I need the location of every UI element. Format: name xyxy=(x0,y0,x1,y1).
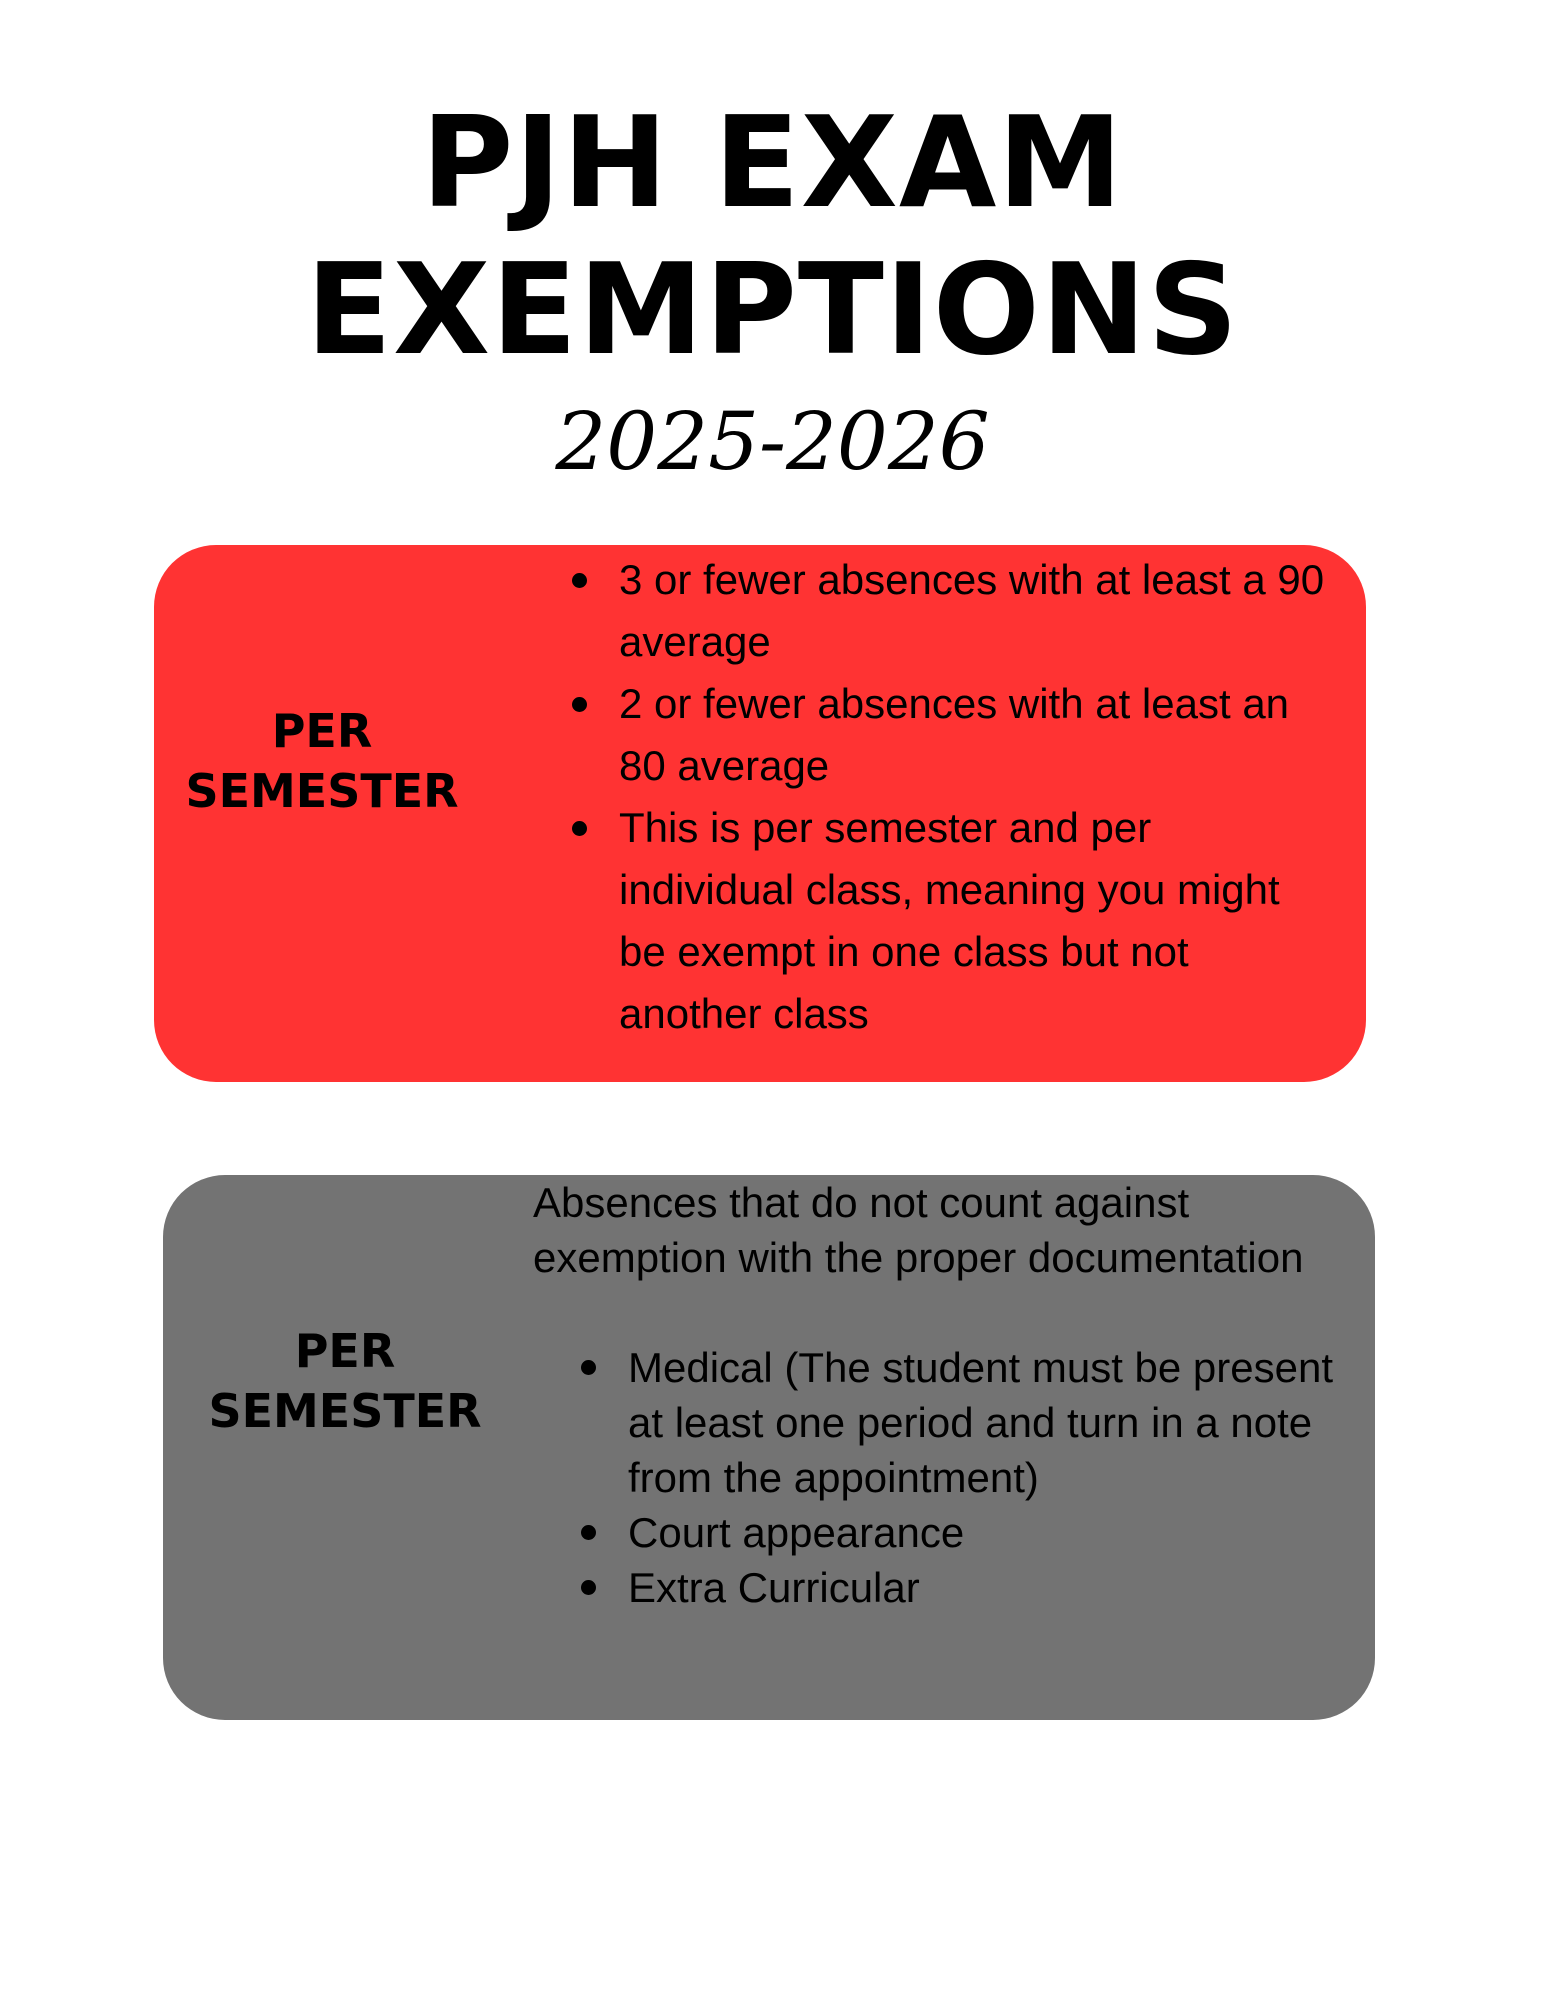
excused-absences-list xyxy=(573,1340,1363,1615)
side-label-line1: PER xyxy=(271,704,373,758)
side-label-line2: SEMESTER xyxy=(185,764,459,818)
side-label-line1: PER xyxy=(294,1324,396,1378)
page-title-line2: EXEMPTIONS xyxy=(305,236,1240,383)
list-item: 3 or fewer absences with at least a 90 average xyxy=(564,549,1334,673)
card-side-label xyxy=(182,701,462,821)
criteria-list xyxy=(564,549,1334,1045)
side-label-line2: SEMESTER xyxy=(208,1384,482,1438)
page-title-line1: PJH EXAM xyxy=(421,89,1124,236)
list-item: Court appearance xyxy=(573,1505,1363,1560)
list-item: This is per semester and per individual class, meaning you might be exempt in one class but not another class xyxy=(564,797,1334,1045)
school-year: 2025-2026 xyxy=(555,395,990,488)
list-item: Extra Curricular xyxy=(573,1560,1363,1615)
exemption-criteria-card xyxy=(154,545,1366,1082)
excused-absences-intro: Absences that do not count against exemption with the proper documentation xyxy=(533,1179,1304,1281)
list-item: 2 or fewer absences with at least an 80 average xyxy=(564,673,1334,797)
card-side-label xyxy=(205,1321,485,1441)
excused-absences-card xyxy=(163,1175,1375,1720)
list-item: Medical (The student must be present at least one period and turn in a note from the appointment) xyxy=(573,1340,1363,1505)
